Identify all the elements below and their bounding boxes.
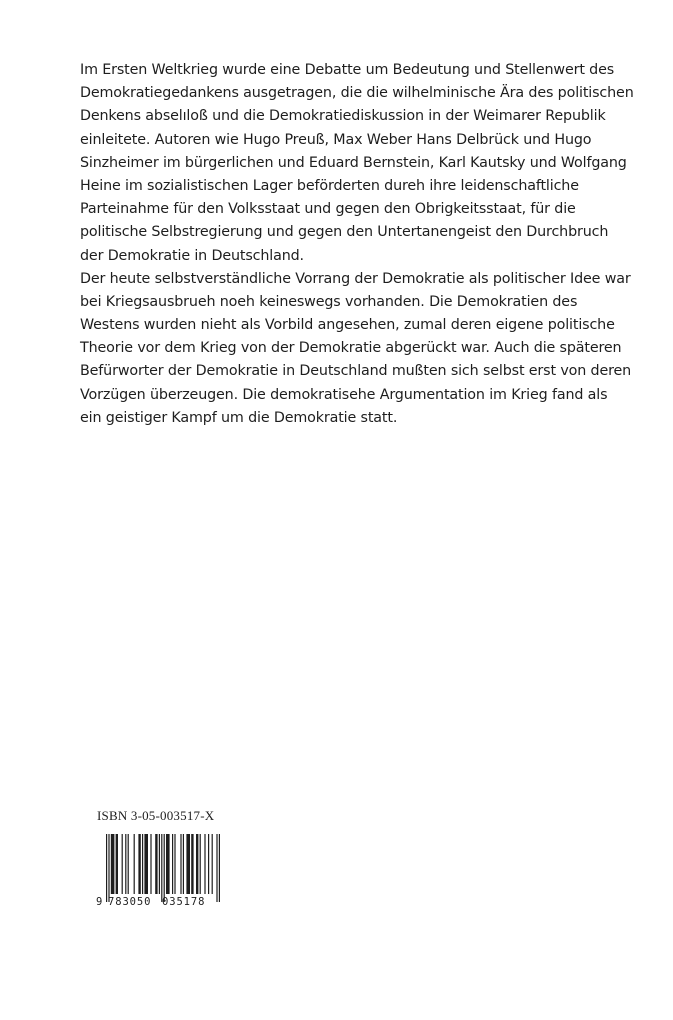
barcode-bar-6 [128,834,129,894]
blurb-line-2: Demokratiegedankens ausgetragen, die die wilhelminische Ära des politischen [80,85,634,102]
barcode-bar-10 [144,834,148,894]
barcode-lead-digit: 9 [96,896,103,908]
barcode-digit-group-1: 783050 [108,896,152,908]
barcode-bar-7 [134,834,135,894]
blurb-line-6: Heine im sozialistischen Lager beförderten dureh ihre leidenschaftliche [80,177,579,194]
barcode-bar-17 [172,834,173,894]
barcode-bar-22 [191,834,193,894]
blurb-line-14: Befürworter der Demokratie in Deutschland mußten sich selbst erst von deren [80,363,632,380]
barcode-bar-16 [166,834,170,894]
barcode-bar-3 [116,834,118,894]
barcode-bar-21 [186,834,190,894]
blurb-line-12: Westens wurden nieht als Vorbild angesehen, zumal deren eigene politische [80,317,615,334]
blurb-line-11: bei Kriegsausbrueh noeh keineswegs vorhanden. Die Demokratien des [80,293,578,310]
blurb-line-13: Theorie vor dem Krieg von der Demokratie abgerückt war. Auch die späteren [80,340,622,357]
barcode-digit-group-2: 035178 [162,896,206,908]
barcode-bar-5 [125,834,126,894]
barcode-bar-14 [161,834,162,902]
blurb-line-8: politische Selbstregierung und gegen den Untertanengeist den Durchbruch [80,224,609,241]
barcode-bar-1 [108,834,109,902]
barcode-bar-28 [216,834,217,902]
blurb-line-3: Denkens abselıloß und die Demokratiediskussion in der Weimarer Republik [80,108,606,125]
blurb-line-5: Sinzheimer im bürgerlichen und Eduard Bernstein, Karl Kautsky und Wolfgang [80,154,627,171]
blurb-text [80,59,634,430]
barcode-bar-11 [150,834,151,894]
barcode-bar-9 [142,834,143,894]
barcode-bar-12 [155,834,157,894]
barcode-bar-23 [196,834,198,894]
barcode-bar-4 [122,834,123,894]
barcode-bar-13 [159,834,160,894]
barcode-bar-29 [219,834,220,902]
barcode-digits [96,896,224,914]
barcode-bar-25 [204,834,205,894]
blurb-line-7: Parteinahme für den Volksstaat und gegen den Obrigkeitsstaat, für die [80,201,576,218]
blurb-line-10: Der heute selbstverständliche Vorrang der Demokratie als politischer Idee war [80,270,631,287]
blurb-line-15: Vorzügen überzeugen. Die demokratisehe Argumentation im Krieg fand als [80,386,608,403]
ean-barcode [96,832,224,914]
blurb-line-9: der Demokratie in Deutschland. [80,247,304,264]
barcode-bar-19 [180,834,181,894]
barcode-bar-18 [174,834,175,894]
barcode-bar-27 [212,834,213,894]
barcode-bar-0 [106,834,107,902]
barcode-bar-2 [111,834,115,894]
isbn-label: ISBN 3-05-003517-X [97,808,215,823]
barcode-bar-15 [164,834,165,902]
barcode-bar-20 [183,834,184,894]
blurb-line-1: Im Ersten Weltkrieg wurde eine Debatte um Bedeutung und Stellenwert des [80,62,615,78]
blurb-line-4: einleitete. Autoren wie Hugo Preuß, Max Weber Hans Delbrück und Hugo [80,131,592,148]
blurb-line-16: ein geistiger Kampf um die Demokratie statt. [80,409,398,426]
barcode-bar-8 [138,834,140,894]
barcode-bar-26 [208,834,209,894]
barcode-bar-24 [200,834,201,894]
